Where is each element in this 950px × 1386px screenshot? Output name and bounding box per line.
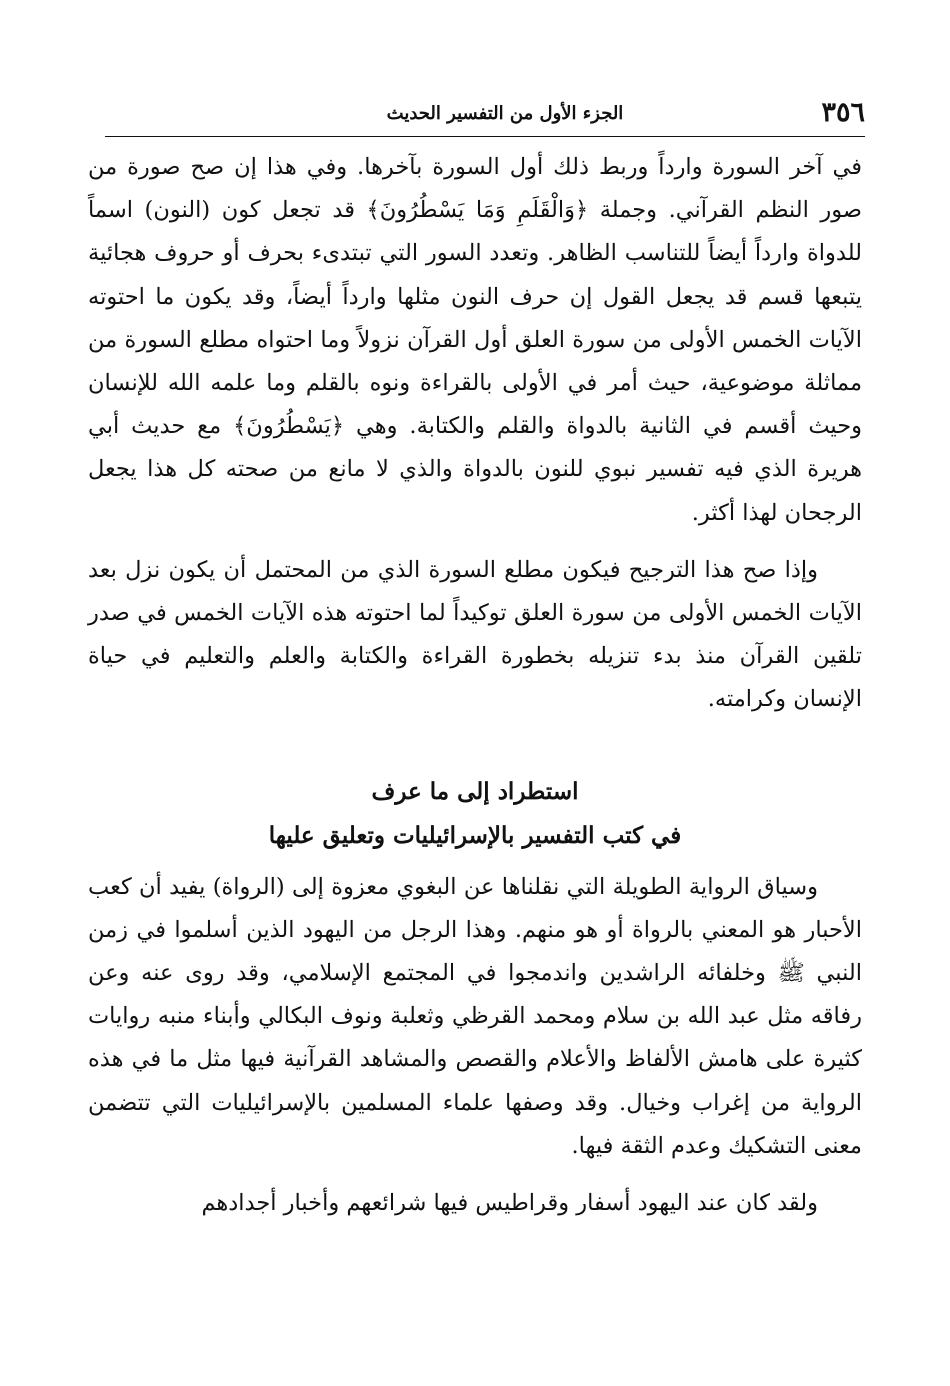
- body-text: [88, 146, 862, 1225]
- paragraph-1: في آخر السورة وارداً وربط ذلك أول السورة بآخرها. وفي هذا إن صح صورة من صور النظم القرآني. وجملة ﴿وَالْقَلَمِ وَمَا يَسْطُرُونَ﴾ قد تجعل كون (النون) اسماً للدواة وارداً أيضاً للتناسب الظاهر. وتعدد السور التي تبتدىء بحرف أو حروف هجائية يتبعها قسم قد يجعل القول إن حرف النون مثلها وارداً أيضاً، وقد يكون ما احتوته الآيات الخمس الأولى من سورة العلق أول القرآن نزولاً وما احتواه مطلع السورة من مماثلة موضوعية، حيث أمر في الأولى بالقراءة ونوه بالقلم وما علمه الله للإنسان وحيث أقسم في الثانية بالدواة والقلم والكتابة. وهي ﴿يَسْطُرُونَ﴾ مع حديث أبي هريرة الذي فيه تفسير نبوي للنون بالدواة والذي لا مانع من صحته كل هذا يجعل الرجحان لهذا أكثر.: [88, 154, 862, 526]
- running-header: [105, 96, 865, 137]
- page-number: ٣٥٦: [821, 97, 865, 128]
- section-heading-line-1: استطراد إلى ما عرف: [371, 777, 579, 805]
- running-header-title: الجزء الأول من التفسير الحديث: [386, 103, 624, 124]
- section-heading: [88, 770, 862, 858]
- paragraph-3: وسياق الرواية الطويلة التي نقلناها عن البغوي معزوة إلى (الرواة) يفيد أن كعب الأحبار هو المعني بالرواة أو هو منهم. وهذا الرجل من اليهود الذين أسلموا في زمن النبي ﷺ وخلفائه الراشدين واندمجوا في المجتمع الإسلامي، وقد روى عنه وعن رفاقه مثل عبد الله بن سلام ومحمد القرظي وثعلبة ونوف البكالي وأبناء منبه روايات كثيرة على هامش الألفاظ والأعلام والقصص والمشاهد القرآنية فيها مثل ما في هذه الرواية من إغراب وخيال. وقد وصفها علماء المسلمين بالإسرائيليات التي تتضمن معنى التشكيك وعدم الثقة فيها.: [88, 873, 862, 1159]
- paragraph-2: وإذا صح هذا الترجيح فيكون مطلع السورة الذي من المحتمل أن يكون نزل بعد الآيات الخمس الأولى من سورة العلق توكيداً لما احتوته هذه الآيات الخمس في صدر تلقين القرآن منذ بدء تنزيله بخطورة القراءة والكتابة والعلم والتعليم في حياة الإنسان وكرامته.: [88, 556, 862, 713]
- section-heading-line-2: في كتب التفسير بالإسرائيليات وتعليق عليها: [268, 821, 682, 849]
- paragraph-4: ولقد كان عند اليهود أسفار وقراطيس فيها شرائعهم وأخبار أجدادهم: [201, 1190, 818, 1217]
